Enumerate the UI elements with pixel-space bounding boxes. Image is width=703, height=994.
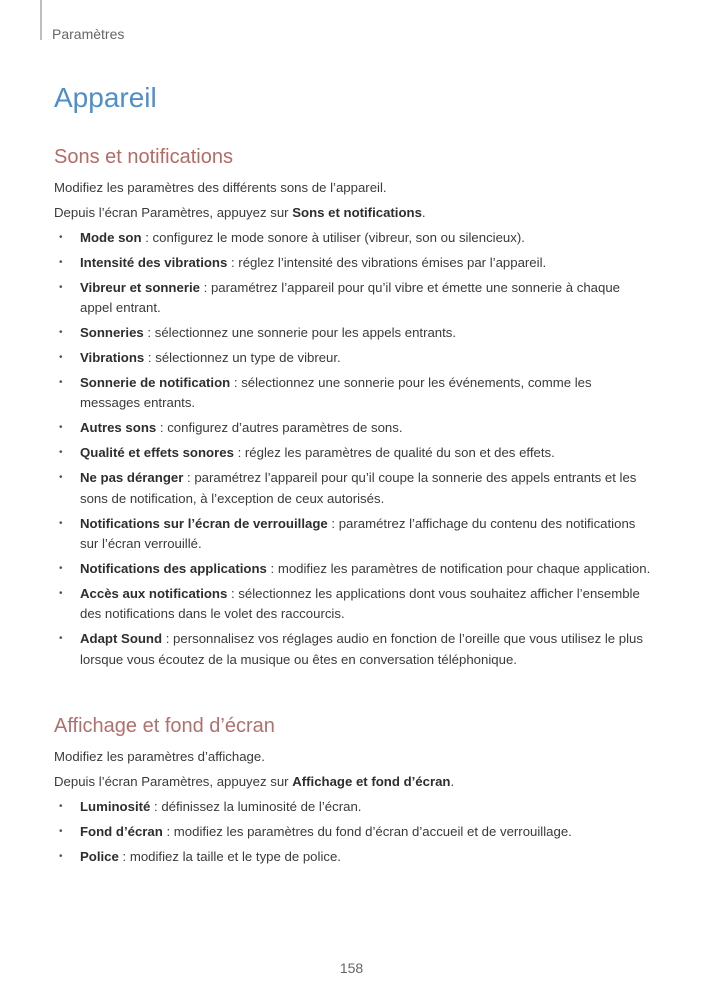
bullet-icon: •: [59, 447, 63, 459]
section-path: Depuis l’écran Paramètres, appuyez sur Sons et notifications.: [54, 205, 426, 220]
path-bold: Sons et notifications: [292, 205, 422, 220]
item-description: : configurez le mode sonore à utiliser (vibreur, son ou silencieux).: [141, 230, 525, 245]
item-description: : définissez la luminosité de l’écran.: [150, 799, 362, 814]
bullet-icon: •: [59, 801, 63, 812]
section-intro: Modifiez les paramètres des différents sons de l’appareil.: [54, 180, 387, 195]
bullet-icon: •: [59, 422, 63, 434]
item-term: Intensité des vibrations: [80, 254, 228, 270]
bullet-icon: •: [59, 327, 63, 339]
item-description: : personnalisez vos réglages audio en fonction de l’oreille que vous utilisez le plus lorsque vous écoutez de la musique ou êtes en conversation téléphonique.: [80, 631, 643, 667]
section-path: Depuis l’écran Paramètres, appuyez sur Affichage et fond d’écran.: [54, 774, 455, 789]
item-term: Vibreur et sonnerie: [80, 279, 200, 295]
item-description: : sélectionnez un type de vibreur.: [144, 350, 341, 366]
item-term: Accès aux notifications: [80, 585, 228, 601]
section-intro: Modifiez les paramètres d’affichage.: [54, 749, 265, 764]
item-term: Fond d’écran: [80, 823, 163, 839]
bullet-icon: •: [59, 256, 63, 268]
item-term: Notifications des applications: [80, 560, 267, 576]
item-description: : réglez les paramètres de qualité du son et des effets.: [233, 445, 555, 461]
item-term: Autres sons: [80, 420, 157, 436]
list-item: [54, 373, 654, 414]
bullet-icon: •: [59, 232, 63, 243]
item-description: : modifiez la taille et le type de police.: [118, 848, 341, 864]
list-item: [54, 514, 654, 555]
item-term: Ne pas déranger: [80, 470, 184, 486]
bullet-icon: •: [59, 825, 63, 837]
page-title: Appareil: [54, 82, 157, 113]
item-term: Police: [80, 848, 119, 864]
item-description: : configurez d’autres paramètres de sons.: [156, 420, 403, 436]
item-description: : réglez l’intensité des vibrations émises par l’appareil.: [227, 254, 547, 270]
bullet-icon: •: [59, 850, 63, 862]
section-affichage: [54, 715, 654, 872]
item-description: : paramétrez l’appareil pour qu’il vibre et émette une sonnerie à chaque appel entrant.: [80, 279, 621, 316]
item-description: : modifiez les paramètres du fond d’écran d’accueil et de verrouillage.: [162, 823, 572, 839]
bullet-icon: •: [59, 587, 63, 599]
list-item: [54, 443, 654, 464]
item-term: Qualité et effets sonores: [80, 445, 234, 461]
item-term: Luminosité: [80, 799, 151, 814]
section-heading: Sons et notifications: [54, 146, 233, 168]
item-term: Notifications sur l’écran de verrouillage: [80, 515, 328, 531]
bullet-icon: •: [59, 352, 63, 364]
bullet-icon: •: [59, 517, 63, 529]
item-term: Adapt Sound: [80, 631, 163, 647]
settings-list: [54, 797, 654, 867]
item-description: : sélectionnez les applications dont vous souhaitez afficher l’ensemble des notifications dans le volet des raccourcis.: [80, 585, 640, 622]
item-description: : sélectionnez une sonnerie pour les appels entrants.: [143, 325, 457, 341]
bullet-icon: •: [59, 472, 63, 484]
running-header: Paramètres: [52, 26, 125, 42]
header-rule: [40, 0, 42, 40]
list-item: [54, 323, 654, 344]
list-item: [54, 228, 654, 249]
item-description: : sélectionnez une sonnerie pour les événements, comme les messages entrants.: [80, 374, 592, 411]
bullet-icon: •: [59, 562, 63, 574]
settings-list: [54, 228, 654, 670]
page-number: 158: [339, 960, 364, 976]
item-term: Sonnerie de notification: [80, 374, 231, 390]
item-term: Sonneries: [80, 325, 144, 341]
list-item: [54, 584, 654, 625]
bullet-icon: •: [59, 376, 63, 388]
list-item: [54, 822, 654, 843]
item-term: Mode son: [80, 230, 142, 245]
path-bold: Affichage et fond d’écran: [292, 774, 451, 789]
list-item: [54, 797, 654, 818]
bullet-icon: •: [59, 633, 63, 645]
bullet-icon: •: [59, 281, 63, 293]
list-item: [54, 418, 654, 439]
section-sons-notifications: [54, 146, 654, 675]
item-description: : paramétrez l’appareil pour qu’il coupe la sonnerie des appels entrants et les sons de notification, à l’exception de ceux autorisés.: [80, 470, 637, 506]
list-item: [54, 468, 654, 509]
list-item: [54, 278, 654, 319]
section-heading: Affichage et fond d’écran: [54, 715, 275, 737]
list-item: [54, 348, 654, 369]
list-item: [54, 629, 654, 670]
item-term: Vibrations: [80, 350, 145, 366]
list-item: [54, 559, 654, 580]
list-item: [54, 847, 654, 868]
list-item: [54, 253, 654, 274]
item-description: : paramétrez l’affichage du contenu des notifications sur l’écran verrouillé.: [80, 515, 636, 552]
item-description: : modifiez les paramètres de notification pour chaque application.: [266, 560, 651, 576]
